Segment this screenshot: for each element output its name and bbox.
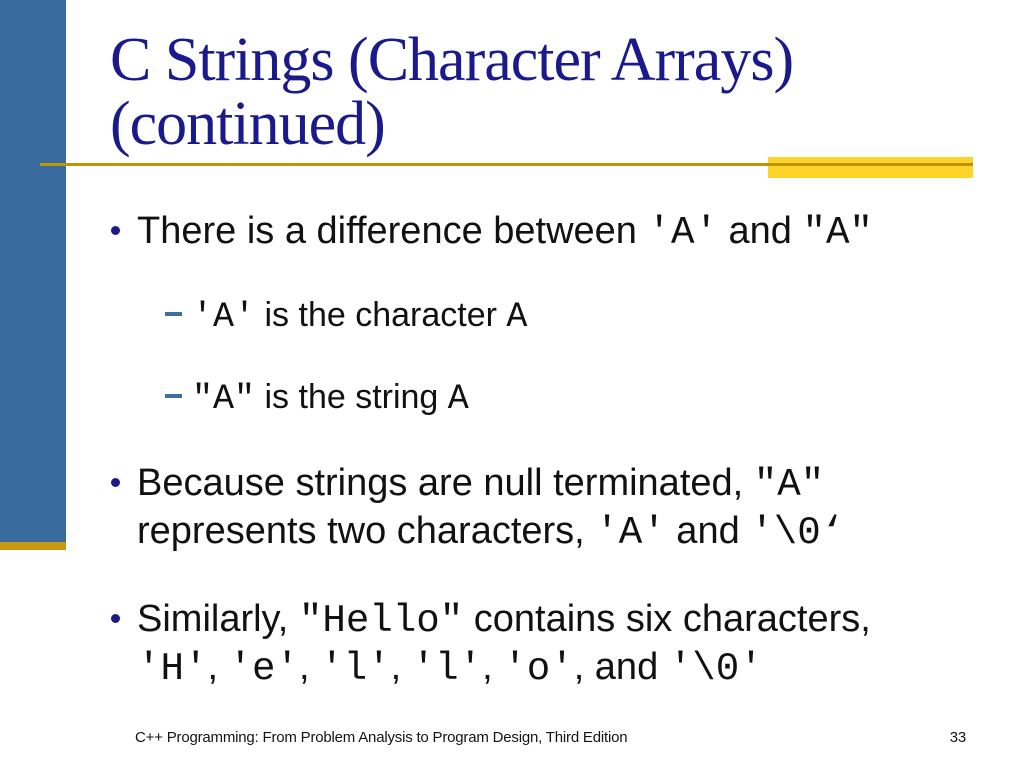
bullet-dash-icon xyxy=(165,293,192,337)
text-segment: , xyxy=(482,646,504,688)
bullet-text xyxy=(137,460,974,556)
text-segment: and xyxy=(717,210,803,252)
code-segment: 'H' xyxy=(137,646,208,691)
title-underline-highlight xyxy=(768,157,973,178)
code-segment: 'A' xyxy=(595,510,666,555)
code-segment: 'l' xyxy=(411,646,483,691)
page-title xyxy=(110,28,793,156)
bullet-text-line xyxy=(137,460,974,508)
text-segment: Similarly, xyxy=(137,598,299,640)
code-segment: '\0‘ xyxy=(750,510,845,555)
text-segment: is the string xyxy=(255,378,448,416)
bullet-item xyxy=(108,596,974,692)
code-segment: "Hello" xyxy=(298,598,464,643)
footer xyxy=(135,729,966,747)
text-segment: represents two characters, xyxy=(137,510,596,552)
text-segment: Because strings are null terminated, xyxy=(137,462,754,504)
text-segment: is the character xyxy=(255,296,507,334)
slide-body xyxy=(108,208,974,692)
bullet-text-line xyxy=(137,208,974,256)
code-segment: 'l' xyxy=(320,646,391,691)
text-segment: , xyxy=(207,646,229,688)
bullet-dash-icon xyxy=(165,375,192,419)
code-segment: '\0' xyxy=(668,646,763,691)
bullet-dot-icon xyxy=(108,596,137,642)
code-segment: "A" xyxy=(192,379,256,419)
sub-bullet-item xyxy=(165,293,974,339)
bullet-item xyxy=(108,460,974,556)
bullet-text-line xyxy=(137,508,974,556)
bullet-dot-icon xyxy=(108,208,137,254)
code-segment: "A" xyxy=(753,462,825,507)
text-segment: , and xyxy=(573,646,669,688)
sub-bullet-item xyxy=(165,375,974,421)
page-title-line2: (continued) xyxy=(110,90,385,158)
page-number: 33 xyxy=(949,729,966,746)
code-segment: 'e' xyxy=(228,646,299,691)
text-segment: , xyxy=(390,646,412,688)
bullet-item xyxy=(108,208,974,256)
page-title-line1: C Strings (Character Arrays) xyxy=(110,26,794,94)
code-segment: "A" xyxy=(802,210,873,255)
left-bar-gold-strip xyxy=(0,542,66,550)
text-segment: , xyxy=(299,646,321,688)
left-accent-bar xyxy=(0,0,66,542)
text-segment: and xyxy=(665,510,751,552)
bullet-text xyxy=(192,293,974,339)
bullet-text xyxy=(137,596,974,692)
code-segment: 'A' xyxy=(192,297,256,337)
title-underline xyxy=(40,163,973,166)
code-segment: 'A' xyxy=(647,210,718,255)
bullet-text-line xyxy=(137,596,974,644)
bullet-dot-icon xyxy=(108,460,137,506)
code-segment: A xyxy=(506,297,528,337)
bullet-text xyxy=(137,208,974,256)
bullet-text-line xyxy=(192,375,974,421)
code-segment: 'o' xyxy=(503,646,574,691)
code-segment: A xyxy=(447,379,469,419)
bullet-text xyxy=(192,375,974,421)
text-segment: There is a difference between xyxy=(137,210,648,252)
bullet-text-line xyxy=(137,644,974,692)
bullet-text-line xyxy=(192,293,974,339)
footer-text: C++ Programming: From Problem Analysis to Program Design, Third Edition xyxy=(135,729,628,746)
text-segment: contains six characters, xyxy=(463,598,871,640)
